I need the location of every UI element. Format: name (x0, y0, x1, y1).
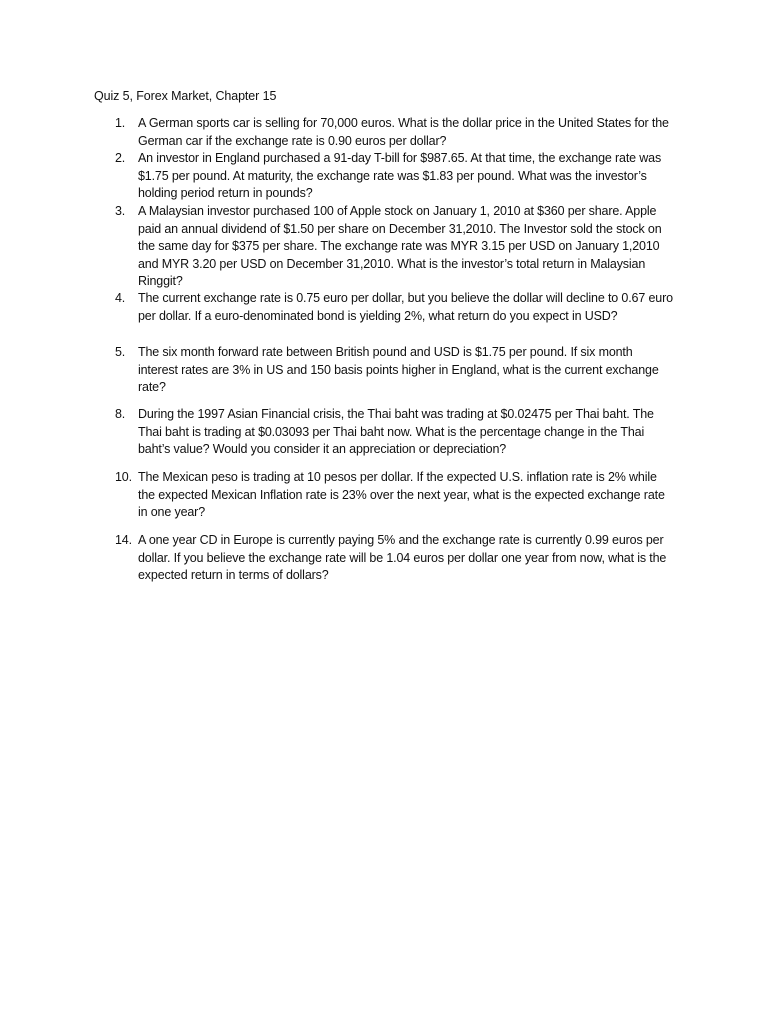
question-number: 14. (115, 533, 132, 547)
question-number: 3. (115, 204, 126, 218)
question-item (115, 150, 675, 203)
question-number: 1. (115, 116, 126, 130)
question-item (115, 406, 675, 459)
question-item (115, 290, 675, 325)
question-text: A one year CD in Europe is currently paying 5% and the exchange rate is currently 0.99 euros per dollar. If you believe the exchange rate will be 1.04 euros per dollar one year from now, what is the expected return in terms of dollars? (138, 533, 667, 582)
question-text: A German sports car is selling for 70,000 euros. What is the dollar price in the United States for the German car if the exchange rate is 0.90 euros per dollar? (138, 116, 669, 148)
question-number: 10. (115, 470, 132, 484)
question-text: The current exchange rate is 0.75 euro per dollar, but you believe the dollar will decline to 0.67 euro per dollar. If a euro-denominated bond is yielding 2%, what return do you expect in USD? (138, 291, 673, 323)
question-number: 4. (115, 291, 126, 305)
question-item (115, 344, 675, 397)
question-text: The six month forward rate between British pound and USD is $1.75 per pound. If six month interest rates are 3% in US and 150 basis points higher in England, what is the current exchange rate? (138, 345, 659, 394)
question-number: 5. (115, 345, 126, 359)
page-title: Quiz 5, Forex Market, Chapter 15 (94, 89, 277, 103)
question-text: A Malaysian investor purchased 100 of Apple stock on January 1, 2010 at $360 per share. Apple paid an annual dividend of $1.50 per share on December 31,2010. The Investor sold the stock on the same day for $375 per share. The exchange rate was MYR 3.15 per USD on January 1,2010 and MYR 3.20 per USD on December 31,2010. What is the investor’s total return in Malaysian Ringgit? (138, 204, 662, 288)
question-item (115, 115, 675, 150)
question-item (115, 203, 675, 291)
question-number: 8. (115, 407, 126, 421)
question-text: An investor in England purchased a 91-day T-bill for $987.65. At that time, the exchange rate was $1.75 per pound. At maturity, the exchange rate was $1.83 per pound. What was the investor’s holding period return in pounds? (138, 151, 662, 200)
question-text: The Mexican peso is trading at 10 pesos per dollar. If the expected U.S. inflation rate is 2% while the expected Mexican Inflation rate is 23% over the next year, what is the expected exchange rate in one year? (138, 470, 665, 519)
question-item (115, 532, 675, 585)
question-text: During the 1997 Asian Financial crisis, the Thai baht was trading at $0.02475 per Thai baht. The Thai baht is trading at $0.03093 per Thai baht now. What is the percentage change in the Thai baht’s value? Would you consider it an appreciation or depreciation? (138, 407, 654, 456)
question-item (115, 469, 675, 522)
question-number: 2. (115, 151, 126, 165)
